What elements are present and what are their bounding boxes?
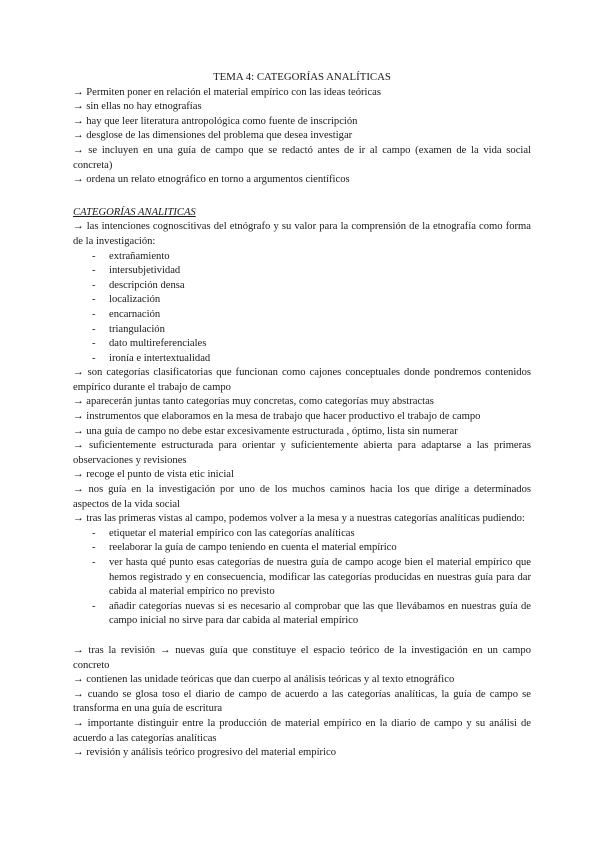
mid-point-item: → suficientemente estructurada para orientar y suficientemente abierta para adaptarse a las primeras observaciones y revisiones [73,440,531,466]
arrow-icon: → [73,115,84,127]
arrow-icon: → [159,644,171,656]
final-point-item: → cuando se glosa toso el diario de campo de acuerdo a las categorías analíticas, la guía de campo se transforma en una guía de escritura [73,688,531,715]
category-item: - dato multireferenciales [92,338,207,350]
arrow-icon: → [73,674,84,686]
final-point-item: → revisión y análisis teórico progresivo del material empírico [73,747,337,759]
mid-points-list [73,366,531,527]
arrow-icon: → [73,174,84,186]
category-item: - descripción densa [92,279,185,291]
intro-item: → hay que leer literatura antropológica como fuente de inscripción [73,115,358,127]
arrow-icon: → [73,411,84,423]
mid-point-item: → tras las primeras vistas al campo, podemos volver a la mesa y a nuestras categorías analíticas pudiendo: [73,513,525,525]
step-item: - ver hasta qué punto esas categorías de nuestra guía de campo acoge bien el material empírico que hemos registrado y en consecuencia, modificar las categorías producidas en nuestras guía para dar cabida al material empírico no previsto [92,557,531,598]
category-item: - triangulación [92,323,165,335]
arrow-icon: → [73,396,84,408]
arrow-icon: → [73,130,84,142]
step-item: - reelaborar la guía de campo teniendo en cuenta el material empírico [92,542,397,554]
intro-item: → se incluyen en una guía de campo que se redactó antes de ir al campo (examen de la vida social concreta) [73,144,531,171]
intro-item: → desglose de las dimensiones del problema que desea investigar [73,130,353,142]
steps-list [73,527,531,629]
step-item: - etiquetar el material empírico con las categorías analíticas [92,527,355,539]
final-point-item: → tras la revisión → nuevas guía que constituye el espacio teórico de la investigación en un campo concreto [73,644,531,671]
arrow-icon: → [73,425,84,437]
arrow-icon: → [73,747,84,759]
arrow-icon: → [73,484,84,496]
intro-item: → sin ellas no hay etnografías [73,101,202,113]
arrow-icon: → [73,513,84,525]
mid-point-item: → son categorías clasificatorias que funcionan como cajones conceptuales donde pondremos contenidos empírico durante el trabajo de campo [73,367,531,393]
arrow-icon: → [73,469,84,481]
intro-list [73,86,531,188]
mid-point-item: → una guía de campo no debe estar excesivamente estructurada , óptimo, lista sin numerar [73,425,458,437]
final-point-item: → contienen las unidade teóricas que dan cuerpo al análisis teóricas y al texto etnográfico [73,674,455,686]
category-item: - extrañamiento [92,250,170,262]
spacer [73,629,531,644]
page-title: TEMA 4: CATEGORÍAS ANALÍTICAS [213,71,391,83]
categories-list [73,250,531,367]
section-intro: → las intenciones cognoscitivas del etnógrafo y su valor para la comprensión de la etnografía como forma de la investigación: [73,221,531,247]
arrow-icon: → [73,221,84,233]
intro-item: → ordena un relato etnográfico en torno a argumentos científicos [73,174,350,186]
mid-point-item: → instrumentos que elaboramos en la mesa de trabajo que hacer productivo el trabajo de campo [73,411,481,423]
arrow-icon: → [73,101,84,113]
category-item: - encarnación [92,308,161,320]
arrow-icon: → [73,86,84,98]
mid-point-item: → aparecerán juntas tanto categorías muy concretas, como categorías muy abstractas [73,396,434,408]
final-point-item: → importante distinguir entre la producción de material empírico en la diario de campo y su análisi de acuerdo a las categorías analíticas [73,717,532,744]
arrow-icon: → [73,717,84,729]
step-item: - añadir categorías nuevas si es necesario al comprobar que las que llevábamos en nuestras guía de campo inicial no sirve para dar cabida al material empírico [92,600,531,627]
intro-item: → Permiten poner en relación el material empírico con las ideas teóricas [73,86,381,98]
arrow-icon: → [73,367,84,379]
category-item: - localización [92,294,161,306]
category-item: - ironía e intertextualidad [92,352,211,364]
arrow-icon: → [73,644,84,656]
category-item: - intersubjetividad [92,265,181,277]
document-page [73,70,531,761]
final-points-list [73,644,531,761]
section-title: CATEGORÍAS ANALITICAS [73,206,196,218]
mid-point-item: → recoge el punto de vista etic inicial [73,469,234,481]
arrow-icon: → [73,688,84,700]
arrow-icon: → [73,144,84,156]
arrow-icon: → [73,440,84,452]
mid-point-item: → nos guía en la investigación por uno de los muchos caminos hacia los que dirige a determinados aspectos de la vida social [73,484,531,510]
